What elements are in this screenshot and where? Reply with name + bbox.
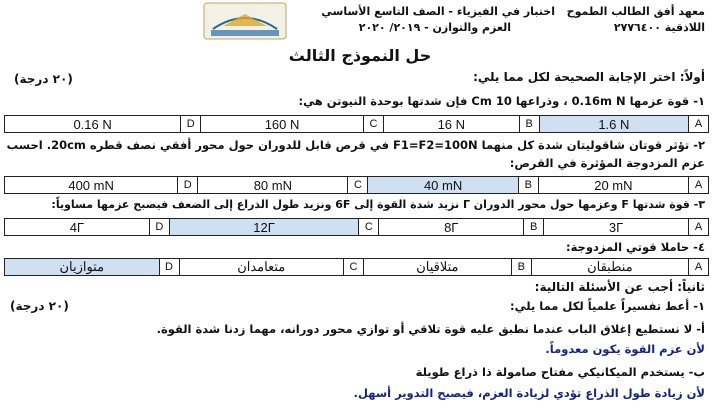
section2-heading: ثانياً: أجب عن الأسئلة التالية: [534, 280, 705, 294]
option-b-letter: B [518, 177, 538, 194]
option-b-letter: B [519, 116, 539, 133]
option-a-letter: A [689, 219, 709, 236]
section2-subheading: ١- أعط تفسيراً علمياً لكل مما يلي: [510, 299, 705, 313]
question-2-text-line1: ٢- تؤثر قوتان شاقوليتان شدة كل منهما F1=F2=100N في قرص قابل للدوران حول محور أفقي نصف قطره 20cm. احسب [6, 138, 705, 152]
page-title: حل النموذج الثالث [288, 46, 432, 65]
question-3-text: ٣- قوة شدتها F وعزمها حول محور الدوران Γ نزيد شدة القوة إلى 6F ونزيد طول الذراع إلى الضعف فيصبح عزمها مساوياً: [51, 198, 705, 211]
answer-a-text: لأن عزم القوة يكون معدوماً. [545, 342, 705, 356]
option-a-letter: A [689, 116, 709, 133]
city-phone: اللاذقية ٢٧٧٦٤٠٠ [613, 21, 705, 34]
option-a-value-selected[interactable]: 1.6 N [539, 116, 688, 133]
question-4-options [4, 258, 709, 276]
option-c-value-selected[interactable]: 12Γ [169, 219, 359, 236]
option-a-value[interactable]: 3Γ [544, 219, 689, 236]
question-a-text: أ- لا نستطيع إغلاق الباب عندما نطبق عليه قوة تلاقي أو توازي محور دورانه، مهما زدنا شدة القوة. [156, 322, 705, 336]
option-a-value[interactable]: 20 mN [538, 177, 688, 194]
option-a-letter: A [689, 177, 709, 194]
option-a-value[interactable]: منطبقان [531, 259, 688, 276]
question-3-options [4, 218, 709, 236]
question-b-text: ب- يستخدم الميكانيكي مفتاح صامولة ذا ذراع طويلة [415, 365, 705, 379]
option-d-value-selected[interactable]: متوازيان [5, 259, 160, 276]
option-b-value[interactable]: متلاقيان [363, 259, 511, 276]
option-c-value[interactable]: 160 N [201, 116, 364, 133]
option-d-letter: D [159, 259, 179, 276]
question-1-text: ١- قوة عزمها 0.16m N ، وذراعها 10 Cm فإن شدتها بوحدة النيوتن هي: [298, 94, 705, 108]
institute-logo-icon [203, 2, 287, 40]
option-d-value[interactable]: 0.16 N [5, 116, 181, 133]
option-c-letter: C [348, 177, 368, 194]
institute-name: معهد أفق الطالب الطموح [566, 5, 705, 18]
option-d-letter: D [181, 116, 201, 133]
section1-marks: (٢٠ درجة) [14, 72, 73, 86]
option-b-value[interactable]: 16 N [383, 116, 519, 133]
option-b-value-selected[interactable]: 40 mN [368, 177, 518, 194]
exam-line-2: العزم والتوازن - ٢٠١٩/ ٢٠٢٠ [358, 21, 511, 34]
section1-heading: أولاً: اختر الإجابة الصحيحة لكل مما يلي: [473, 70, 705, 84]
question-2-text-line2: عزم المزدوجة المؤثرة في القرص: [509, 156, 705, 170]
option-d-value[interactable]: 400 mN [5, 177, 178, 194]
question-2-options [4, 176, 709, 194]
option-c-letter: C [359, 219, 379, 236]
option-d-value[interactable]: 4Γ [5, 219, 150, 236]
option-b-letter: B [511, 259, 531, 276]
option-c-value[interactable]: 80 mN [198, 177, 348, 194]
option-c-value[interactable]: متعامدان [179, 259, 343, 276]
option-c-letter: C [343, 259, 363, 276]
option-c-letter: C [363, 116, 383, 133]
question-4-text: ٤- حاملا قوتي المزدوجة: [565, 240, 705, 254]
option-d-letter: D [178, 177, 198, 194]
question-1-options [4, 115, 709, 133]
option-a-letter: A [689, 259, 709, 276]
option-b-value[interactable]: 8Γ [379, 219, 524, 236]
answer-b-text: لأن زيادة طول الذراع تؤدي لزيادة العزم، فيصبح التدوير أسهل. [353, 386, 705, 400]
section2-marks: (٢٠ درجة) [10, 299, 69, 313]
option-d-letter: D [149, 219, 169, 236]
option-b-letter: B [524, 219, 544, 236]
exam-line-1: اختبار في الفيزياء - الصف التاسع الأساسي [321, 5, 555, 18]
